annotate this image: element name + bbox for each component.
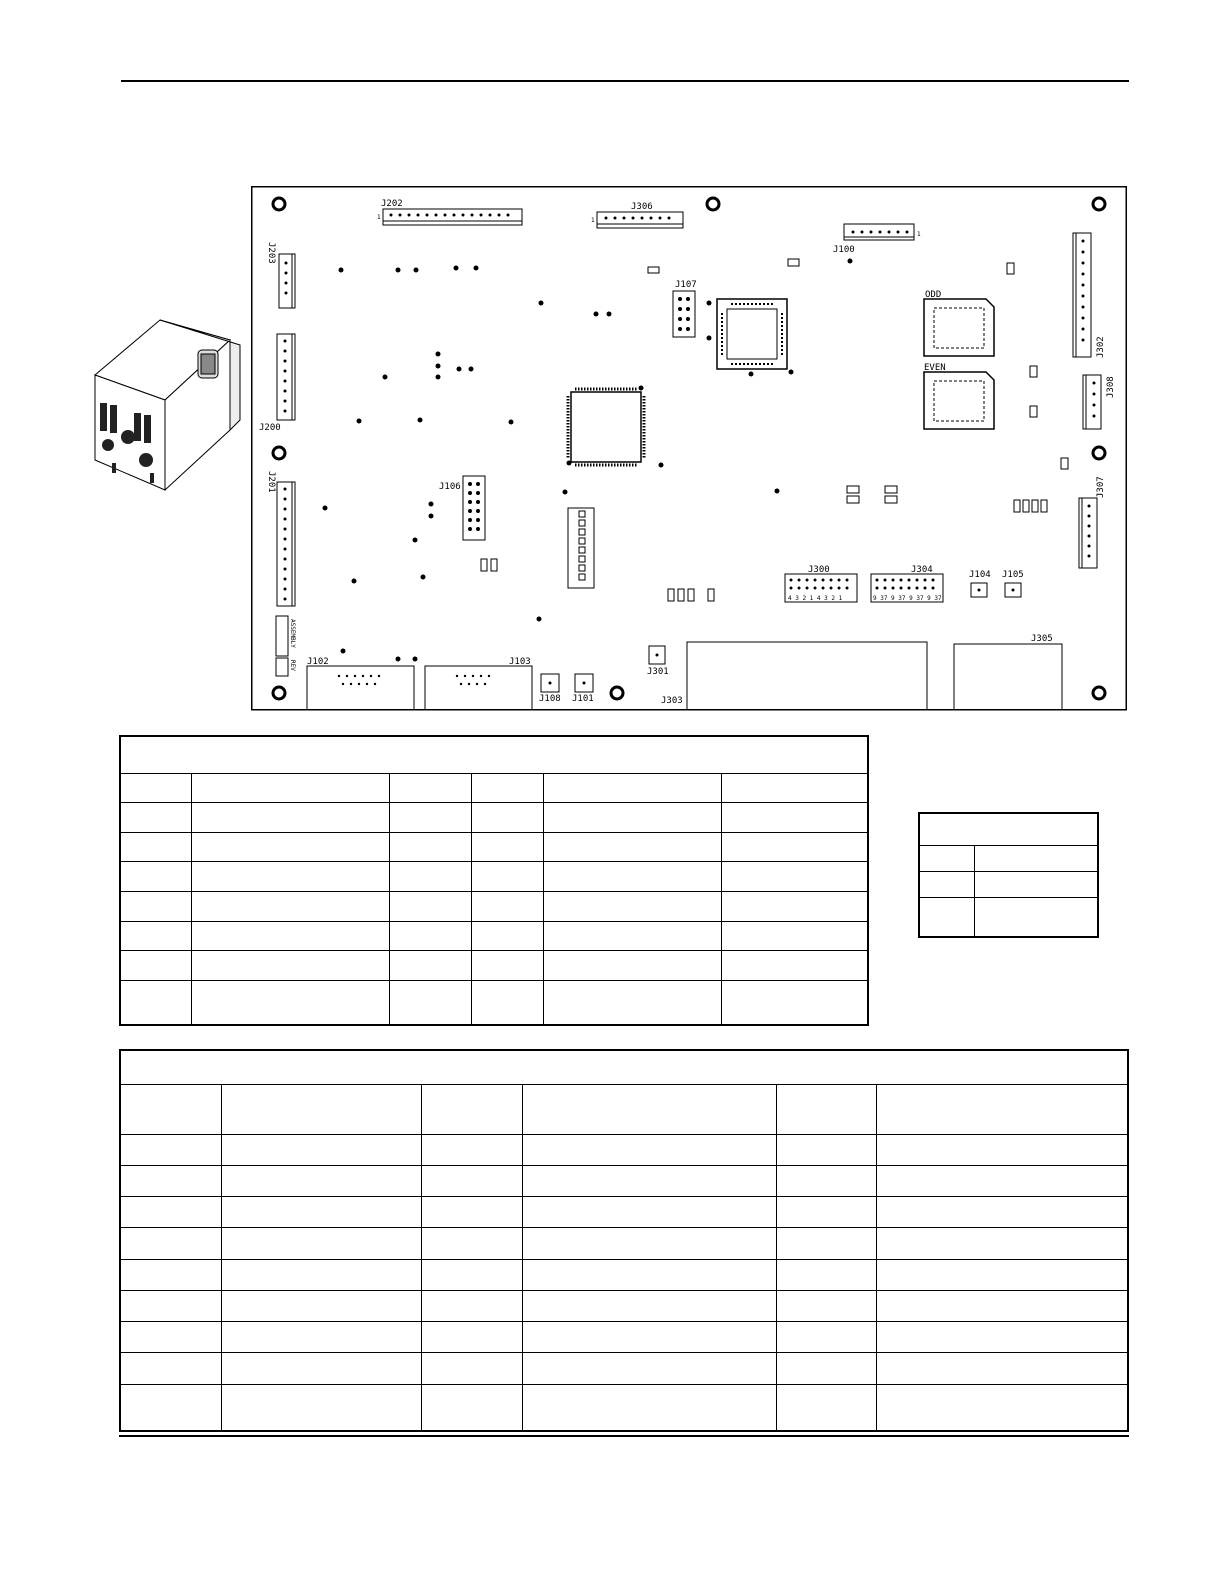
table-3 (119, 1049, 1129, 1432)
label-j103: J103 (509, 657, 531, 667)
j304-pin-numbers: 9 37 9 37 9 37 9 37 (873, 595, 942, 602)
table-1 (119, 735, 869, 1026)
label-j104: J104 (969, 570, 991, 580)
label-j308: J308 (1106, 376, 1116, 398)
svg-text:1: 1 (917, 231, 921, 238)
label-j200: J200 (259, 423, 281, 433)
pcb-outline (252, 187, 1127, 710)
label-j304: J304 (911, 565, 933, 575)
table-3-title-cell (120, 1050, 1128, 1084)
label-j305: J305 (1031, 634, 1053, 644)
table-2 (918, 812, 1099, 938)
label-j201: J201 (266, 471, 276, 493)
label-j107: J107 (675, 280, 697, 290)
label-j100: J100 (833, 245, 855, 255)
rev-label: REV (289, 660, 296, 671)
label-j302: J302 (1096, 336, 1106, 358)
label-j306: J306 (631, 202, 653, 212)
label-j102: J102 (307, 657, 329, 667)
svg-text:1: 1 (377, 214, 381, 221)
even-label: EVEN (924, 363, 946, 373)
label-j101: J101 (572, 694, 594, 704)
odd-label: ODD (925, 290, 942, 300)
pcb-layout-diagram (251, 186, 1127, 712)
label-j105: J105 (1002, 570, 1024, 580)
unit-illustration (90, 305, 250, 495)
svg-text:1: 1 (591, 217, 595, 224)
label-j106: J106 (439, 482, 461, 492)
bottom-rule (119, 1435, 1129, 1437)
label-j303: J303 (661, 696, 683, 706)
j300-pin-numbers: 4 3 2 1 4 3 2 1 (788, 595, 843, 602)
label-j301: J301 (647, 667, 669, 677)
assembly-label: ASSEMBLY (289, 619, 296, 648)
table-1-title-cell (120, 736, 868, 773)
label-j203: J203 (266, 242, 276, 264)
table-2-title-cell (919, 813, 1098, 845)
label-j300: J300 (808, 565, 830, 575)
label-j202: J202 (381, 199, 403, 209)
top-rule (121, 80, 1129, 82)
label-j108: J108 (539, 694, 561, 704)
label-j307: J307 (1096, 476, 1106, 498)
